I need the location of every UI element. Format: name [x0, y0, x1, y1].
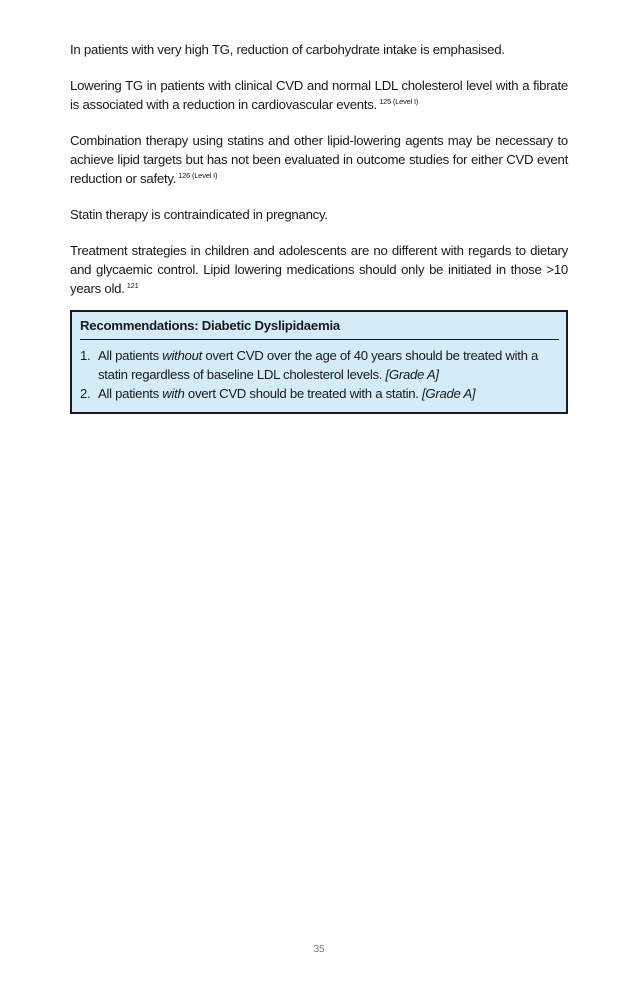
item-number: 1.: [80, 348, 91, 363]
grade-label: [Grade A]: [385, 367, 439, 382]
page-content: [70, 40, 568, 414]
recommendations-title: Recommendations: Diabetic Dyslipidaemia: [80, 317, 559, 340]
paragraph-statin-pregnancy: Statin therapy is contraindicated in pregnancy.: [70, 207, 328, 222]
reference-marker: 125 (Level I): [379, 97, 419, 106]
paragraph-tg-carbohydrate: In patients with very high TG, reduction of carbohydrate intake is emphasised.: [70, 42, 505, 57]
reference-marker: 121: [126, 281, 139, 290]
recommendations-box: [70, 310, 568, 414]
grade-label: [Grade A]: [422, 386, 476, 401]
recommendations-list: [80, 346, 559, 403]
paragraph-combination-therapy: Combination therapy using statins and other lipid-lowering agents may be necessary to achieve lipid targets but has not been evaluated in outcome studies for either CVD event reduction or safety. $^{126 (Level I)}$: [70, 133, 568, 186]
page-number: 35: [313, 944, 325, 955]
recommendation-item: 1. All patients without overt CVD over the age of 40 years should be treated with a statin regardless of baseline LDL cholesterol levels. [Grade A]: [80, 348, 539, 382]
paragraph-fibrate: Lowering TG in patients with clinical CVD and normal LDL cholesterol level with a fibrate is associated with a reduction in cardiovascular events. $^{125 (Level I)}$: [70, 78, 568, 112]
recommendation-item: 2. All patients with overt CVD should be treated with a statin. [Grade A]: [80, 386, 476, 401]
paragraph-children: Treatment strategies in children and adolescents are no different with regards to dietary and glycaemic control. Lipid lowering medications should only be initiated in those >10 years old. $^{121}$: [70, 243, 568, 296]
reference-marker: 126 (Level I): [178, 171, 218, 180]
item-number: 2.: [80, 386, 91, 401]
